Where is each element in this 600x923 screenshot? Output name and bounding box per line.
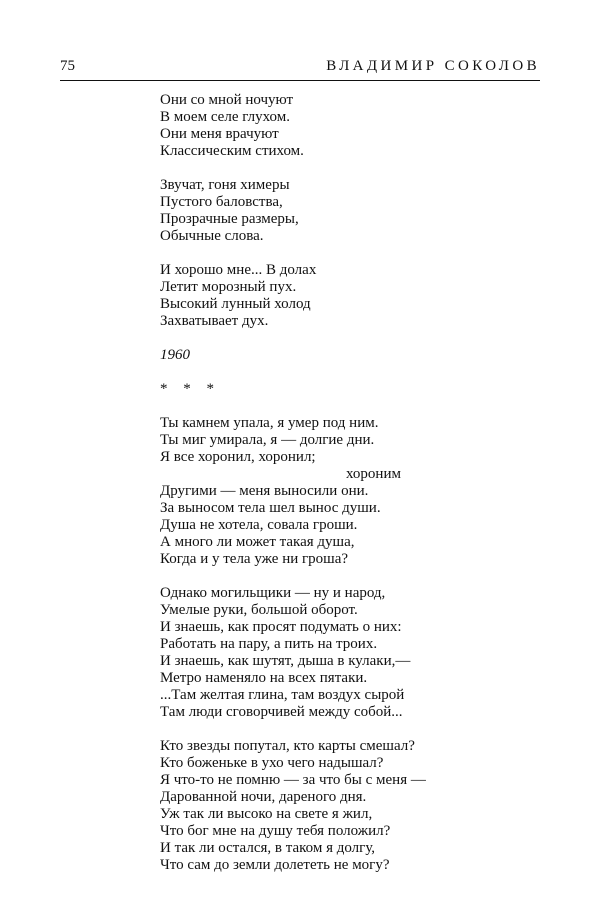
poem-line: Кто боженьке в ухо чего надышал? <box>160 755 384 771</box>
header-rule <box>60 80 540 81</box>
poem-line: И хорошо мне... В долах <box>160 262 317 278</box>
poem-line: Однако могильщики — ну и народ, <box>160 585 386 601</box>
poem-line: Пустого баловства, <box>160 194 283 210</box>
poem-line: Звучат, гоня химеры <box>160 177 290 193</box>
poem-line: Захватывает дух. <box>160 313 269 329</box>
poem-line: Ты камнем упала, я умер под ним. <box>160 415 379 431</box>
poem-line: И так ли остался, в таком я долгу, <box>160 840 376 856</box>
poem-line: Работать на пару, а пить на троих. <box>160 636 378 652</box>
poem-line: Что сам до земли долететь не могу? <box>160 857 390 873</box>
poem-body <box>160 92 540 874</box>
poem2-stanza2 <box>160 585 540 721</box>
section-separator: * * * <box>160 381 220 397</box>
poem1-stanza2 <box>160 177 540 245</box>
poem-line: Высокий лунный холод <box>160 296 311 312</box>
poem-line: Обычные слова. <box>160 228 264 244</box>
poem-line: За выносом тела шел вынос души. <box>160 500 381 516</box>
poem-line: Прозрачные размеры, <box>160 211 299 227</box>
poem-line: Я все хоронил, хоронил; <box>160 449 316 465</box>
poem-line: Я что-то не помню — за что бы с меня — <box>160 772 426 788</box>
page-number: 75 <box>60 58 75 74</box>
poem1-stanza3 <box>160 262 540 330</box>
poem-line: Что бог мне на душу тебя положил? <box>160 823 391 839</box>
poem-line: Другими — меня выносили они. <box>160 483 369 499</box>
poem-line: И знаешь, как просят подумать о них: <box>160 619 402 635</box>
poem-line: Душа не хотела, совала гроши. <box>160 517 358 533</box>
poem-line: В моем селе глухом. <box>160 109 290 125</box>
poem2-stanza1 <box>160 415 540 568</box>
poem-line: Они меня врачуют <box>160 126 279 142</box>
poem-line: Они со мной ночуют <box>160 92 294 108</box>
poem-line: А много ли может такая душа, <box>160 534 355 550</box>
poem-line-indented: хороним <box>346 466 401 482</box>
poem-line: Дарованной ночи, дареного дня. <box>160 789 367 805</box>
poem-line: Умелые руки, большой оборот. <box>160 602 358 618</box>
running-title: ВЛАДИМИР СОКОЛОВ <box>326 58 540 74</box>
poem-date: 1960 <box>160 347 190 363</box>
poem-line: Классическим стихом. <box>160 143 304 159</box>
page-header <box>0 0 600 80</box>
poem-line: Ты миг умирала, я — долгие дни. <box>160 432 375 448</box>
poem-line: Когда и у тела уже ни гроша? <box>160 551 349 567</box>
poem-line: Летит морозный пух. <box>160 279 297 295</box>
poem1-stanza1 <box>160 92 540 160</box>
poem-line: И знаешь, как шутят, дыша в кулаки,— <box>160 653 411 669</box>
poem-line: Уж так ли высоко на свете я жил, <box>160 806 373 822</box>
poem2-stanza3 <box>160 738 540 874</box>
poem-line: Метро наменяло на всех пятаки. <box>160 670 368 686</box>
poem-line: ...Там желтая глина, там воздух сырой <box>160 687 405 703</box>
poem-line: Там люди сговорчивей между собой... <box>160 704 403 720</box>
poem-line: Кто звезды попутал, кто карты смешал? <box>160 738 415 754</box>
